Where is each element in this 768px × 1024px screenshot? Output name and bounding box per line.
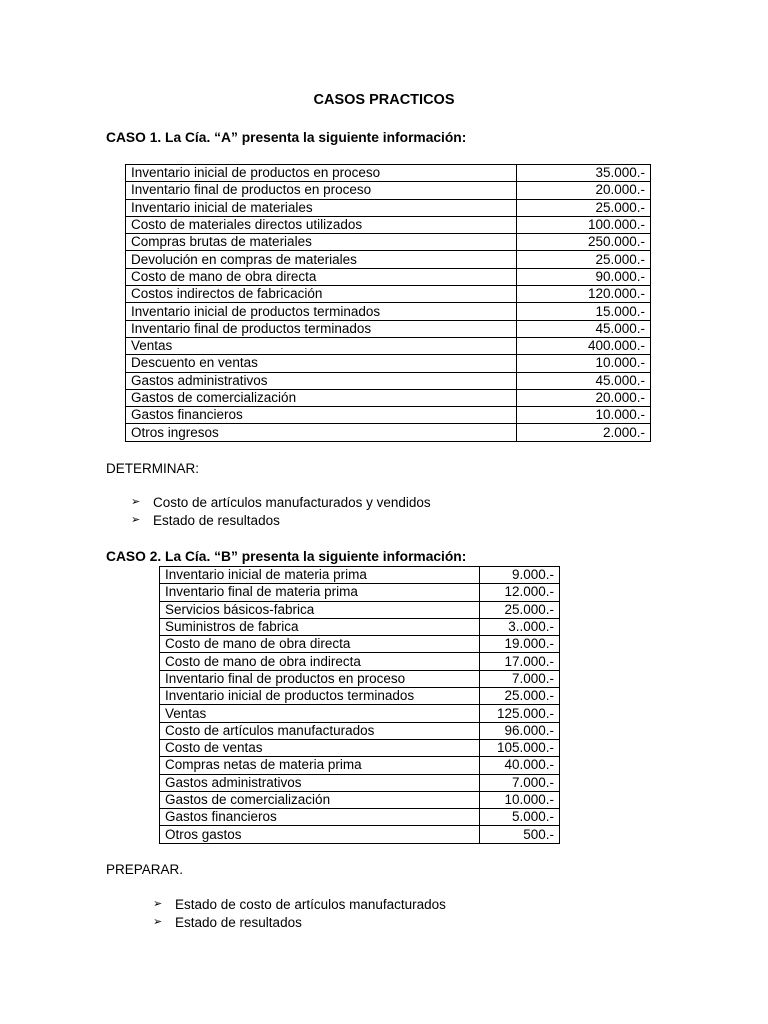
row-value: 120.000.- <box>517 286 651 303</box>
page-title: CASOS PRACTICOS <box>313 92 455 108</box>
row-value: 25.000.- <box>517 199 651 216</box>
row-value: 2.000.- <box>517 424 651 441</box>
table-row <box>160 791 560 808</box>
row-value: 45.000.- <box>517 372 651 389</box>
case2-heading: CASO 2. La Cía. “B” presenta la siguiente información: <box>106 549 467 564</box>
arrow-bullet-icon: ➢ <box>131 513 141 526</box>
row-label: Costo de artículos manufacturados <box>160 722 480 739</box>
row-label: Inventario final de productos en proceso <box>160 670 480 687</box>
row-label: Suministros de fabrica <box>160 618 480 635</box>
list-item <box>131 494 431 512</box>
table-row <box>126 389 651 406</box>
table-row <box>160 809 560 826</box>
row-value: 20.000.- <box>517 182 651 199</box>
row-value: 35.000.- <box>517 165 651 182</box>
row-label: Inventario inicial de materia prima <box>160 567 480 584</box>
row-value: 10.000.- <box>480 791 560 808</box>
table-row <box>126 372 651 389</box>
row-value: 20.000.- <box>517 389 651 406</box>
table-row <box>160 739 560 756</box>
table-row <box>126 355 651 372</box>
case2-table <box>159 566 560 844</box>
table-row <box>126 286 651 303</box>
task-label: Estado de resultados <box>153 512 280 528</box>
task-label: Costo de artículos manufacturados y vendidos <box>153 495 431 510</box>
arrow-bullet-icon: ➢ <box>153 898 163 910</box>
case2-task-list <box>153 896 446 931</box>
list-item <box>153 896 446 914</box>
row-value: 45.000.- <box>517 320 651 337</box>
row-label: Compras brutas de materiales <box>126 234 517 251</box>
row-value: 3..000.- <box>480 618 560 635</box>
row-label: Gastos administrativos <box>126 372 517 389</box>
row-value: 12.000.- <box>480 584 560 601</box>
row-value: 9.000.- <box>480 567 560 584</box>
row-label: Otros gastos <box>160 826 480 843</box>
table-row <box>126 234 651 251</box>
row-label: Costo de mano de obra indirecta <box>160 653 480 670</box>
table-row <box>160 618 560 635</box>
row-label: Ventas <box>160 705 480 722</box>
row-label: Inventario inicial de materiales <box>126 199 517 216</box>
row-label: Gastos de comercialización <box>126 389 517 406</box>
table-row <box>160 601 560 618</box>
table-row <box>126 424 651 441</box>
row-value: 10.000.- <box>517 355 651 372</box>
row-value: 25.000.- <box>480 688 560 705</box>
row-label: Compras netas de materia prima <box>160 757 480 774</box>
row-value: 7.000.- <box>480 670 560 687</box>
task-label: Estado de resultados <box>175 914 302 930</box>
row-value: 25.000.- <box>517 251 651 268</box>
row-label: Costos indirectos de fabricación <box>126 286 517 303</box>
row-label: Inventario final de materia prima <box>160 584 480 601</box>
task-label: Estado de costo de artículos manufacturados <box>175 897 446 912</box>
table-row <box>160 826 560 843</box>
case1-task-list <box>131 494 431 529</box>
row-value: 250.000.- <box>517 234 651 251</box>
table-row <box>160 705 560 722</box>
row-value: 10.000.- <box>517 407 651 424</box>
row-label: Inventario inicial de productos terminados <box>126 303 517 320</box>
table-row <box>160 670 560 687</box>
case2-instruction: PREPARAR. <box>106 862 184 877</box>
row-label: Otros ingresos <box>126 424 517 441</box>
row-value: 5.000.- <box>480 809 560 826</box>
row-label: Gastos administrativos <box>160 774 480 791</box>
table-row <box>126 407 651 424</box>
table-row <box>160 567 560 584</box>
row-label: Gastos financieros <box>126 407 517 424</box>
table-row <box>126 337 651 354</box>
table-row <box>160 774 560 791</box>
table-row <box>160 653 560 670</box>
table-row <box>160 636 560 653</box>
table-row <box>160 688 560 705</box>
row-label: Inventario inicial de productos terminados <box>160 688 480 705</box>
row-label: Inventario inicial de productos en proceso <box>126 165 517 182</box>
row-label: Inventario final de productos en proceso <box>126 182 517 199</box>
table-row <box>126 251 651 268</box>
row-value: 17.000.- <box>480 653 560 670</box>
row-label: Costo de mano de obra directa <box>126 268 517 285</box>
table-row <box>126 303 651 320</box>
case1-table <box>125 164 651 442</box>
row-value: 500.- <box>480 826 560 843</box>
list-item <box>153 914 446 932</box>
row-value: 96.000.- <box>480 722 560 739</box>
row-label: Costo de ventas <box>160 739 480 756</box>
row-value: 90.000.- <box>517 268 651 285</box>
row-label: Ventas <box>126 337 517 354</box>
arrow-bullet-icon: ➢ <box>153 915 163 928</box>
row-value: 15.000.- <box>517 303 651 320</box>
table-row <box>160 722 560 739</box>
case1-heading: CASO 1. La Cía. “A” presenta la siguiente información: <box>106 130 467 145</box>
table-row <box>126 320 651 337</box>
row-label: Inventario final de productos terminados <box>126 320 517 337</box>
table-row <box>126 165 651 182</box>
row-value: 19.000.- <box>480 636 560 653</box>
row-label: Servicios básicos-fabrica <box>160 601 480 618</box>
case1-instruction: DETERMINAR: <box>106 461 200 476</box>
table-row <box>126 199 651 216</box>
row-label: Costo de mano de obra directa <box>160 636 480 653</box>
row-label: Devolución en compras de materiales <box>126 251 517 268</box>
table-row <box>160 584 560 601</box>
row-value: 105.000.- <box>480 739 560 756</box>
table-row <box>160 757 560 774</box>
row-value: 40.000.- <box>480 757 560 774</box>
row-value: 25.000.- <box>480 601 560 618</box>
row-label: Gastos financieros <box>160 809 480 826</box>
row-value: 100.000.- <box>517 216 651 233</box>
row-value: 400.000.- <box>517 337 651 354</box>
arrow-bullet-icon: ➢ <box>131 496 141 508</box>
list-item <box>131 512 431 530</box>
row-value: 125.000.- <box>480 705 560 722</box>
row-label: Descuento en ventas <box>126 355 517 372</box>
table-row <box>126 182 651 199</box>
row-label: Gastos de comercialización <box>160 791 480 808</box>
row-value: 7.000.- <box>480 774 560 791</box>
row-label: Costo de materiales directos utilizados <box>126 216 517 233</box>
table-row <box>126 216 651 233</box>
table-row <box>126 268 651 285</box>
